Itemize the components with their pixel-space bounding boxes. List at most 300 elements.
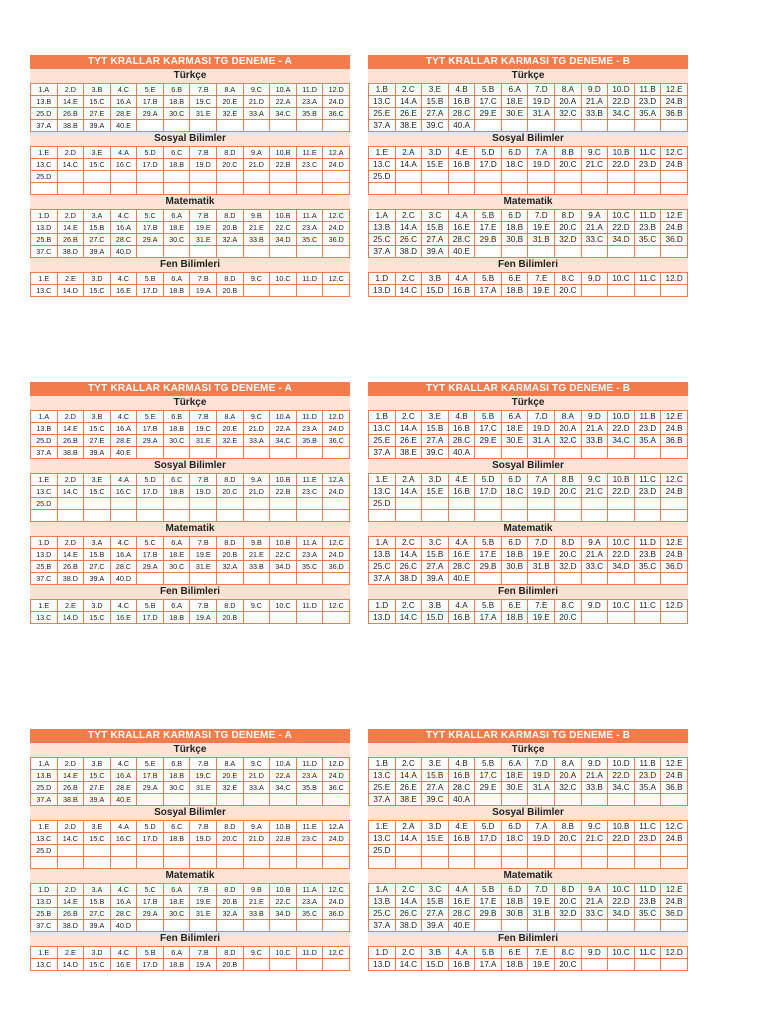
- answer-cell: 6.C: [163, 147, 190, 159]
- answer-cell: 19.C: [190, 423, 217, 435]
- answer-cell: 30.E: [501, 435, 528, 447]
- answer-cell: 12.A: [323, 147, 350, 159]
- answer-cell: [395, 498, 422, 510]
- answer-cell: 28.C: [448, 782, 475, 794]
- answer-cell: [190, 857, 217, 869]
- answer-cell: 38.D: [57, 573, 84, 585]
- answer-cell: 33.B: [581, 108, 608, 120]
- answer-cell: 36.D: [323, 234, 350, 246]
- answer-cell: 26.C: [395, 561, 422, 573]
- answer-cell: 22.D: [608, 896, 635, 908]
- answer-cell: 29.A: [137, 561, 164, 573]
- answer-cell: 4.A: [448, 884, 475, 896]
- answer-cell: 30.C: [163, 234, 190, 246]
- answer-cell: 20.B: [217, 612, 244, 624]
- answer-cell: [270, 183, 297, 195]
- answer-cell: 34.D: [270, 234, 297, 246]
- answer-cell: 6.A: [501, 84, 528, 96]
- answer-cell: 24.D: [323, 896, 350, 908]
- answer-cell: 12.C: [661, 474, 688, 486]
- answer-cell: 15.D: [422, 612, 449, 624]
- answer-cell: [270, 612, 297, 624]
- answer-cell: [323, 183, 350, 195]
- answer-cell: [475, 246, 502, 258]
- answer-cell: [323, 920, 350, 932]
- answer-cell: 39.A: [422, 573, 449, 585]
- answer-cell: 18.B: [501, 285, 528, 297]
- answer-cell: 19.A: [190, 285, 217, 297]
- answer-cell: 33.B: [243, 561, 270, 573]
- answer-cell: 32.D: [555, 561, 582, 573]
- answer-cell: [296, 510, 323, 522]
- answer-cell: 35.A: [634, 435, 661, 447]
- answer-cell: 10.B: [608, 821, 635, 833]
- answer-cell: [581, 246, 608, 258]
- answer-cell: 10.B: [270, 884, 297, 896]
- answer-cell: 3.B: [422, 273, 449, 285]
- answer-cell: 4.B: [448, 84, 475, 96]
- answer-cell: 17.A: [475, 285, 502, 297]
- answer-cell: [555, 120, 582, 132]
- answer-cell: 21.A: [581, 222, 608, 234]
- answer-cell: 39.A: [422, 246, 449, 258]
- answer-cell: 6.D: [501, 147, 528, 159]
- answer-cell: 20.C: [217, 833, 244, 845]
- answer-cell: 29.A: [137, 108, 164, 120]
- answer-cell: 40.E: [110, 794, 137, 806]
- section-title: Türkçe: [368, 69, 688, 83]
- answer-cell: 16.B: [448, 159, 475, 171]
- answer-cell: [369, 857, 396, 869]
- answer-cell: 32.D: [555, 234, 582, 246]
- answer-cell: 2.D: [57, 411, 84, 423]
- answer-cell: 27.A: [422, 234, 449, 246]
- answer-cell: 13.D: [369, 959, 396, 971]
- answer-cell: 11.D: [634, 210, 661, 222]
- answer-row: [31, 498, 350, 510]
- answer-cell: 9.C: [243, 758, 270, 770]
- answer-cell: 25.D: [31, 782, 58, 794]
- answer-cell: 22.C: [270, 549, 297, 561]
- answer-cell: [243, 120, 270, 132]
- answer-cell: 3.C: [422, 210, 449, 222]
- answer-cell: [323, 612, 350, 624]
- section-title: Sosyal Bilimler: [368, 132, 688, 146]
- answer-cell: 23.A: [296, 549, 323, 561]
- answer-row: [31, 84, 350, 96]
- section-title: Matematik: [368, 195, 688, 209]
- answer-cell: 36.D: [323, 561, 350, 573]
- answer-cell: 37.A: [369, 794, 396, 806]
- answer-cell: 25.D: [31, 435, 58, 447]
- answer-cell: 24.D: [323, 770, 350, 782]
- answer-cell: 13.C: [31, 612, 58, 624]
- answer-cell: [270, 920, 297, 932]
- answer-cell: 7.B: [190, 884, 217, 896]
- answer-cell: 36.D: [661, 908, 688, 920]
- answer-cell: 22.D: [608, 423, 635, 435]
- answer-cell: 13.C: [31, 285, 58, 297]
- answer-row: [369, 770, 688, 782]
- answer-cell: 1.A: [31, 84, 58, 96]
- answer-cell: 23.D: [634, 833, 661, 845]
- answer-cell: 5.C: [137, 884, 164, 896]
- answer-cell: 13.C: [369, 770, 396, 782]
- answer-cell: 9.C: [243, 411, 270, 423]
- answer-cell: 16.E: [448, 549, 475, 561]
- answer-cell: [634, 120, 661, 132]
- answer-cell: 27.C: [84, 234, 111, 246]
- answer-row: [369, 96, 688, 108]
- answer-cell: 4.C: [110, 411, 137, 423]
- answer-cell: 21.A: [581, 896, 608, 908]
- answer-cell: 31.E: [190, 108, 217, 120]
- answer-cell: 16.A: [110, 770, 137, 782]
- answer-cell: 19.E: [528, 549, 555, 561]
- answer-cell: [217, 498, 244, 510]
- answer-cell: 38.B: [57, 120, 84, 132]
- answer-cell: [422, 510, 449, 522]
- answer-cell: [84, 498, 111, 510]
- answer-cell: 40.E: [448, 573, 475, 585]
- answer-cell: [501, 510, 528, 522]
- answer-row: [31, 908, 350, 920]
- answer-cell: 3.E: [422, 758, 449, 770]
- answer-cell: 24.B: [661, 96, 688, 108]
- answer-cell: 1.D: [369, 600, 396, 612]
- answer-cell: 25.C: [369, 908, 396, 920]
- answer-cell: 3.D: [422, 474, 449, 486]
- answer-cell: 4.E: [448, 474, 475, 486]
- answer-cell: 6.D: [501, 537, 528, 549]
- answer-cell: 1.D: [31, 537, 58, 549]
- answer-cell: 10.B: [608, 147, 635, 159]
- answer-cell: [190, 573, 217, 585]
- answer-cell: 23.A: [296, 222, 323, 234]
- answer-row: [369, 498, 688, 510]
- answer-cell: 7.B: [190, 474, 217, 486]
- answer-cell: 18.B: [163, 833, 190, 845]
- answer-cell: 18.E: [501, 770, 528, 782]
- answer-cell: 12.D: [323, 758, 350, 770]
- answer-cell: 5.B: [475, 210, 502, 222]
- answer-cell: 25.D: [31, 845, 58, 857]
- answer-row: [31, 770, 350, 782]
- answer-key-card-a: [30, 729, 350, 971]
- answer-cell: [243, 183, 270, 195]
- answer-cell: 22.C: [270, 896, 297, 908]
- answer-cell: 19.A: [190, 959, 217, 971]
- answer-cell: 10.B: [270, 537, 297, 549]
- answer-cell: 7.D: [528, 758, 555, 770]
- answer-cell: 16.A: [110, 96, 137, 108]
- answer-cell: 9.C: [243, 273, 270, 285]
- answer-cell: 18.B: [163, 612, 190, 624]
- answer-cell: [608, 183, 635, 195]
- answer-cell: 15.C: [84, 833, 111, 845]
- answer-cell: [190, 183, 217, 195]
- answer-cell: [475, 510, 502, 522]
- answer-cell: 27.C: [84, 908, 111, 920]
- answer-grid: [368, 820, 688, 869]
- answer-cell: [323, 510, 350, 522]
- answer-cell: 14.C: [395, 959, 422, 971]
- answer-cell: 2.D: [57, 537, 84, 549]
- answer-cell: 1.A: [369, 884, 396, 896]
- answer-cell: 40.E: [110, 120, 137, 132]
- answer-cell: 38.D: [57, 246, 84, 258]
- answer-cell: 11.E: [296, 821, 323, 833]
- answer-cell: 24.B: [661, 896, 688, 908]
- answer-cell: 12.E: [661, 884, 688, 896]
- answer-cell: 31.B: [528, 561, 555, 573]
- answer-cell: 2.D: [57, 474, 84, 486]
- answer-cell: [661, 285, 688, 297]
- answer-cell: 19.E: [190, 896, 217, 908]
- answer-cell: 9.D: [581, 947, 608, 959]
- answer-cell: 8.D: [217, 273, 244, 285]
- answer-cell: 8.B: [555, 147, 582, 159]
- answer-row: [31, 549, 350, 561]
- answer-cell: 20.C: [555, 285, 582, 297]
- answer-cell: [555, 920, 582, 932]
- answer-cell: 16.B: [448, 96, 475, 108]
- answer-cell: 7.D: [528, 411, 555, 423]
- answer-cell: [243, 171, 270, 183]
- answer-cell: 3.B: [84, 758, 111, 770]
- answer-cell: [634, 285, 661, 297]
- answer-cell: 2.A: [395, 474, 422, 486]
- answer-cell: 18.E: [501, 96, 528, 108]
- answer-cell: [31, 510, 58, 522]
- answer-cell: [555, 794, 582, 806]
- answer-cell: [190, 794, 217, 806]
- answer-row: [369, 794, 688, 806]
- answer-cell: 37.A: [369, 573, 396, 585]
- answer-cell: [608, 246, 635, 258]
- answer-cell: 13.C: [369, 833, 396, 845]
- answer-cell: [270, 857, 297, 869]
- answer-cell: [661, 573, 688, 585]
- answer-cell: [608, 612, 635, 624]
- answer-cell: 23.C: [296, 486, 323, 498]
- answer-cell: 37.A: [31, 447, 58, 459]
- answer-cell: 28.C: [448, 108, 475, 120]
- answer-cell: 31.E: [190, 561, 217, 573]
- answer-cell: [555, 246, 582, 258]
- answer-cell: 16.B: [448, 423, 475, 435]
- answer-grid: [30, 272, 350, 297]
- answer-cell: 11.D: [296, 947, 323, 959]
- answer-cell: 19.E: [528, 959, 555, 971]
- answer-grid: [30, 536, 350, 585]
- answer-cell: [661, 183, 688, 195]
- answer-cell: 35.B: [296, 108, 323, 120]
- answer-cell: [137, 845, 164, 857]
- answer-cell: 38.B: [57, 794, 84, 806]
- answer-row: [369, 845, 688, 857]
- answer-cell: [475, 171, 502, 183]
- answer-cell: 17.D: [137, 959, 164, 971]
- answer-cell: 23.A: [296, 770, 323, 782]
- answer-cell: 15.C: [84, 486, 111, 498]
- card-title: TYT KRALLAR KARMASI TG DENEME - A: [30, 55, 350, 69]
- section-title: Fen Bilimleri: [368, 258, 688, 272]
- answer-cell: 15.B: [84, 896, 111, 908]
- answer-cell: 21.A: [581, 423, 608, 435]
- answer-cell: 21.E: [243, 549, 270, 561]
- answer-cell: [270, 246, 297, 258]
- card-title: TYT KRALLAR KARMASI TG DENEME - B: [368, 729, 688, 743]
- answer-cell: [243, 573, 270, 585]
- answer-cell: 13.C: [369, 486, 396, 498]
- answer-cell: 9.B: [243, 537, 270, 549]
- answer-cell: [555, 573, 582, 585]
- answer-cell: 1.B: [369, 84, 396, 96]
- answer-cell: 30.C: [163, 908, 190, 920]
- answer-cell: 2.D: [57, 758, 84, 770]
- answer-cell: 17.E: [475, 896, 502, 908]
- answer-cell: 29.B: [475, 908, 502, 920]
- answer-cell: 22.B: [270, 486, 297, 498]
- answer-cell: 2.C: [395, 537, 422, 549]
- answer-row: [369, 447, 688, 459]
- answer-row: [369, 908, 688, 920]
- answer-cell: [31, 857, 58, 869]
- answer-cell: 10.B: [270, 210, 297, 222]
- answer-cell: 17.B: [137, 222, 164, 234]
- answer-cell: 31.B: [528, 234, 555, 246]
- answer-key-card-a: [30, 382, 350, 624]
- answer-cell: [501, 794, 528, 806]
- answer-cell: 25.B: [31, 234, 58, 246]
- answer-cell: 11.E: [296, 474, 323, 486]
- answer-grid: [368, 272, 688, 297]
- answer-cell: 4.C: [110, 600, 137, 612]
- answer-cell: 10.D: [608, 758, 635, 770]
- answer-cell: 17.A: [475, 959, 502, 971]
- answer-cell: 31.E: [190, 782, 217, 794]
- answer-cell: 27.E: [84, 108, 111, 120]
- answer-cell: 20.A: [555, 423, 582, 435]
- answer-cell: 10.A: [270, 411, 297, 423]
- answer-cell: [296, 246, 323, 258]
- answer-cell: 14.E: [57, 549, 84, 561]
- answer-cell: 5.E: [137, 411, 164, 423]
- answer-cell: 11.D: [296, 273, 323, 285]
- answer-cell: [634, 794, 661, 806]
- answer-cell: 5.B: [475, 884, 502, 896]
- answer-cell: [137, 857, 164, 869]
- answer-cell: 39.A: [84, 920, 111, 932]
- answer-cell: [501, 183, 528, 195]
- answer-cell: 12.E: [661, 210, 688, 222]
- answer-cell: 24.D: [323, 423, 350, 435]
- answer-cell: 3.B: [84, 411, 111, 423]
- answer-cell: 40.D: [110, 573, 137, 585]
- section-title: Matematik: [30, 195, 350, 209]
- answer-row: [31, 573, 350, 585]
- answer-cell: 38.E: [395, 794, 422, 806]
- answer-key-card-b: [368, 382, 688, 624]
- answer-cell: 4.C: [110, 84, 137, 96]
- answer-cell: 4.C: [110, 758, 137, 770]
- answer-cell: 30.E: [501, 782, 528, 794]
- answer-cell: [528, 573, 555, 585]
- answer-cell: 15.B: [422, 222, 449, 234]
- answer-cell: 9.A: [581, 210, 608, 222]
- answer-cell: 3.B: [422, 947, 449, 959]
- answer-cell: 11.A: [296, 210, 323, 222]
- section-title: Matematik: [368, 869, 688, 883]
- answer-cell: 39.A: [84, 447, 111, 459]
- answer-cell: [448, 845, 475, 857]
- answer-cell: 33.A: [243, 782, 270, 794]
- answer-cell: 24.D: [323, 96, 350, 108]
- answer-cell: [190, 447, 217, 459]
- answer-cell: [581, 285, 608, 297]
- answer-row: [31, 147, 350, 159]
- answer-cell: 4.C: [110, 273, 137, 285]
- answer-cell: 23.D: [634, 486, 661, 498]
- answer-cell: 14.A: [395, 549, 422, 561]
- answer-cell: [243, 498, 270, 510]
- answer-cell: [296, 857, 323, 869]
- answer-grid: [30, 599, 350, 624]
- answer-cell: [448, 183, 475, 195]
- answer-cell: 12.C: [323, 273, 350, 285]
- answer-cell: 33.B: [243, 908, 270, 920]
- answer-cell: 3.E: [84, 147, 111, 159]
- answer-cell: 34.C: [608, 435, 635, 447]
- answer-cell: 12.D: [661, 600, 688, 612]
- answer-cell: 3.D: [422, 147, 449, 159]
- answer-cell: 37.A: [369, 246, 396, 258]
- answer-cell: 29.E: [475, 435, 502, 447]
- answer-cell: 20.C: [555, 612, 582, 624]
- answer-cell: 5.B: [475, 600, 502, 612]
- answer-cell: 26.C: [395, 908, 422, 920]
- answer-cell: 12.D: [661, 947, 688, 959]
- answer-cell: 11.C: [634, 947, 661, 959]
- answer-cell: 39.C: [422, 794, 449, 806]
- answer-cell: [243, 794, 270, 806]
- answer-cell: 4.A: [448, 600, 475, 612]
- answer-cell: 31.B: [528, 908, 555, 920]
- answer-cell: 18.B: [501, 222, 528, 234]
- answer-cell: [475, 498, 502, 510]
- answer-cell: 39.A: [84, 794, 111, 806]
- answer-cell: 6.C: [163, 821, 190, 833]
- answer-cell: 35.C: [296, 234, 323, 246]
- answer-cell: 17.E: [475, 222, 502, 234]
- answer-cell: 36.D: [661, 234, 688, 246]
- answer-cell: 38.D: [57, 920, 84, 932]
- answer-cell: [581, 857, 608, 869]
- answer-cell: 20.E: [217, 770, 244, 782]
- answer-cell: 2.D: [57, 84, 84, 96]
- answer-cell: 7.D: [528, 84, 555, 96]
- answer-row: [31, 447, 350, 459]
- answer-cell: 25.D: [369, 171, 396, 183]
- answer-cell: 14.A: [395, 423, 422, 435]
- answer-cell: 29.A: [137, 234, 164, 246]
- card-title: TYT KRALLAR KARMASI TG DENEME - A: [30, 382, 350, 396]
- answer-grid: [368, 83, 688, 132]
- answer-cell: [270, 845, 297, 857]
- answer-cell: [448, 510, 475, 522]
- answer-cell: 19.D: [528, 833, 555, 845]
